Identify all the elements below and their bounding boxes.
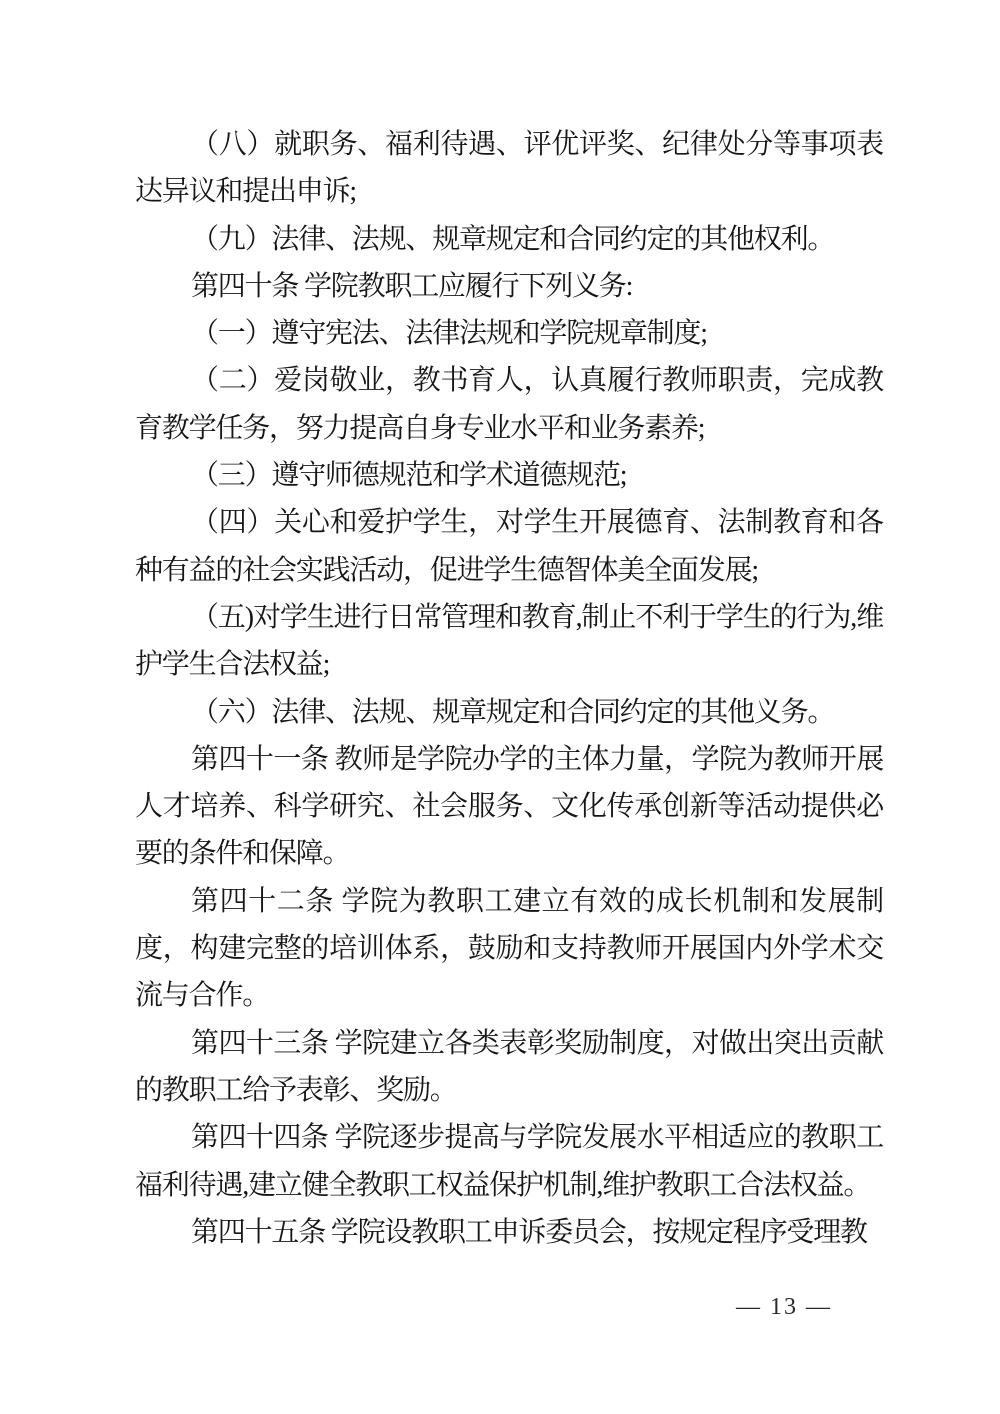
paragraph-article-43: 第四十三条 学院建立各类表彰奖励制度，对做出突出贡献的教职工给予表彰、奖励。 bbox=[135, 1027, 883, 1106]
paragraph-item-9: （九）法律、法规、规章规定和合同约定的其他权利。 bbox=[191, 223, 835, 255]
paragraph-article-42: 第四十二条 学院为教职工建立有效的成长机制和发展制度，构建完整的培训体系，鼓励和支持教师开展国内外学术交流与合作。 bbox=[135, 885, 883, 1012]
paragraph-item-2: （二）爱岗敬业，教书育人，认真履行教师职责，完成教育教学任务，努力提高自身专业水平和业务素养; bbox=[135, 365, 883, 444]
paragraph-article-44: 第四十四条 学院逐步提高与学院发展水平相适应的教职工福利待遇,建立健全教职工权益保护机制,维护教职工合法权益。 bbox=[135, 1122, 883, 1201]
paragraph-article-40: 第四十条 学院教职工应履行下列义务: bbox=[191, 270, 633, 302]
paragraph-item-8: （八）就职务、福利待遇、评优评奖、纪律处分等事项表达异议和提出申诉; bbox=[135, 129, 883, 208]
paragraph-item-5: （五)对学生进行日常管理和教育,制止不利于学生的行为,维护学生合法权益; bbox=[135, 601, 883, 681]
paragraph-item-1: （一）遵守宪法、法律法规和学院规章制度; bbox=[191, 318, 707, 350]
paragraph-article-45: 第四十五条 学院设教职工申诉委员会，按规定程序受理教 bbox=[191, 1216, 867, 1248]
paragraph-item-3: （三）遵守师德规范和学术道德规范; bbox=[191, 460, 627, 492]
paragraph-item-6: （六）法律、法规、规章规定和合同约定的其他义务。 bbox=[191, 696, 835, 728]
document-body bbox=[135, 121, 883, 1256]
paragraph-article-41: 第四十一条 教师是学院办学的主体力量，学院为教师开展人才培养、科学研究、社会服务、文化传承创新等活动提供必要的条件和保障。 bbox=[135, 743, 883, 870]
page-number: — 13 — bbox=[736, 1294, 832, 1320]
paragraph-item-4: （四）关心和爱护学生，对学生开展德育、法制教育和各种有益的社会实践活动，促进学生德智体美全面发展; bbox=[135, 507, 883, 586]
